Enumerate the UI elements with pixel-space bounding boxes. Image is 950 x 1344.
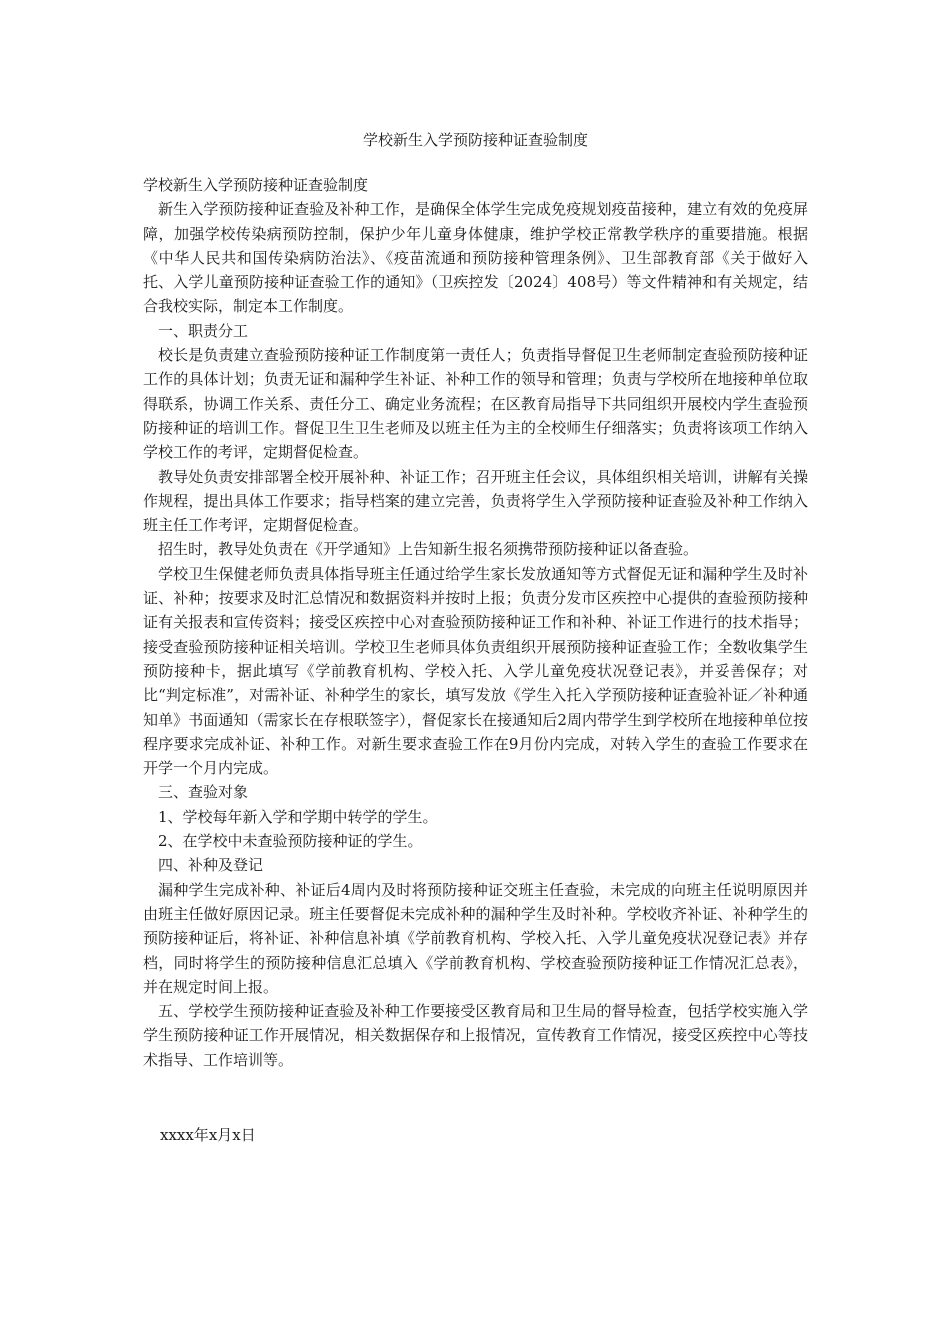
subtitle-paragraph: 学校新生入学预防接种证查验制度 <box>143 176 369 194</box>
duties-principal-paragraph: 校长是负责建立查验预防接种证工作制度第一责任人；负责指导督促卫生老师制定查验预防接种证工作的具体计划；负责无证和漏种学生补证、补种工作的领导和管理；负责与学校所在地接种单位取得联系，协调工作关系、责任分工、确定业务流程；在区教育局指导下共同组织开展校内学生查验预防接种证的培训工作。督促卫生卫生老师及以班主任为主的全校师生仔细落实；负责将该项工作纳入学校工作的考评，定期督促检查。 <box>143 346 808 462</box>
supervision-paragraph: 五、学校学生预防接种证查验及补种工作要接受区教育局和卫生局的督导检查，包括学校实施入学学生预防接种证工作开展情况，相关数据保存和上报情况，宣传教育工作情况，接受区疾控中心等技术指导、工作培训等。 <box>143 1002 808 1069</box>
document-body <box>143 173 808 1072</box>
target-item: 1、学校每年新入学和学期中转学的学生。 <box>158 807 438 826</box>
registration-paragraph: 漏种学生完成补种、补证后4周内及时将预防接种证交班主任查验，未完成的向班主任说明原因并由班主任做好原因记录。班主任要督促未完成补种的漏种学生及时补种。学校收齐补证、补种学生的预防接种证后，将补证、补种信息补填《学前教育机构、学校入托、入学儿童免疫状况登记表》并存档，同时将学生的预防接种信息汇总填入《学前教育机构、学校查验预防接种证工作情况汇总表》，并在规定时间上报。 <box>143 880 808 996</box>
section-heading-registration: 四、补种及登记 <box>158 856 264 875</box>
section-heading-targets: 三、查验对象 <box>158 783 249 802</box>
duties-academic-office-paragraph: 教导处负责安排部署全校开展补种、补证工作；召开班主任会议，具体组织相关培训，讲解有关操作规程，提出具体工作要求；指导档案的建立完善，负责将学生入学预防接种证查验及补种工作纳入班主任工作考评，定期督促检查。 <box>143 467 808 535</box>
duties-health-teacher-paragraph: 学校卫生保健老师负责具体指导班主任通过给学生家长发放通知等方式督促无证和漏种学生及时补证、补种；按要求及时汇总情况和数据资料并按时上报；负责分发市区疾控中心提供的查验预防接种证有关报表和宣传资料；接受区疾控中心对查验预防接种证工作和补种、补证工作进行的技术指导；接受查验预防接种证相关培训。学校卫生老师具体负责组织开展预防接种证查验工作；全数收集学生预防接种卡，据此填写《学前教育机构、学校入托、入学儿童免疫状况登记表》，并妥善保存；对比“判定标准”，对需补证、补种学生的家长，填写发放《学生入托入学预防接种证查验补证／补种通知单》书面通知（需家长在存根联签字），督促家长在接通知后2周内带学生到学校所在地接种单位按程序要求完成补证、补种工作。对新生要求查验工作在9月份内完成，对转入学生的查验工作要求在开学一个月内完成。 <box>143 564 808 778</box>
target-item: 2、在学校中未查验预防接种证的学生。 <box>158 832 423 851</box>
page-title: 学校新生入学预防接种证查验制度 <box>362 131 588 149</box>
document-date: xxxx年x月x日 <box>160 1126 256 1144</box>
section-heading-duties: 一、职责分工 <box>158 321 249 340</box>
duties-enrollment-paragraph: 招生时，教导处负责在《开学通知》上告知新生报名须携带预防接种证以备查验。 <box>158 540 699 559</box>
intro-paragraph: 新生入学预防接种证查验及补种工作，是确保全体学生完成免疫规划疫苗接种，建立有效的免疫屏障，加强学校传染病预防控制，保护少年儿童身体健康，维护学校正常教学秩序的重要措施。根据《中华人民共和国传染病防治法》、《疫苗流通和预防接种管理条例》、卫生部教育部《关于做好入托、入学儿童预防接种证查验工作的通知》（卫疾控发〔2024〕408号）等文件精神和有关规定，结合我校实际，制定本工作制度。 <box>143 200 808 316</box>
